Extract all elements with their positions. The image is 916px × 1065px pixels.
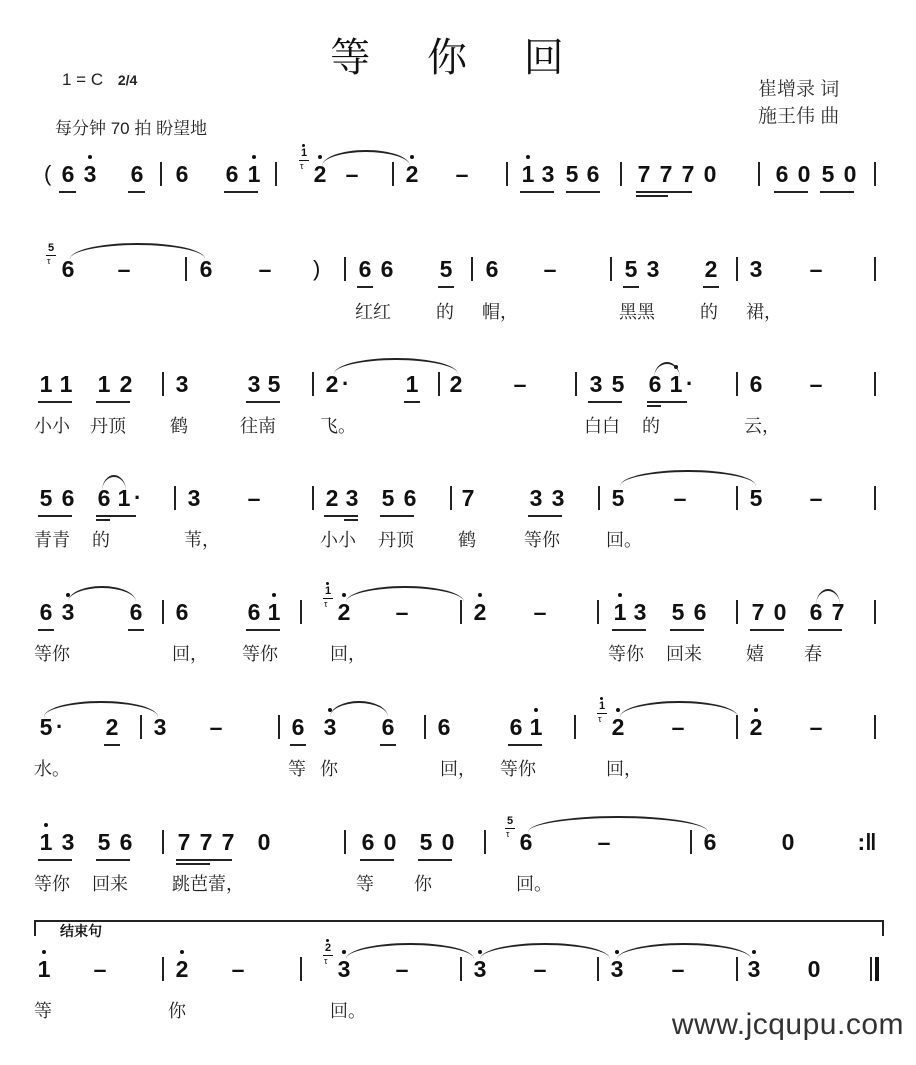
augmentation-dot: · [56, 714, 64, 739]
barline [598, 486, 600, 510]
note: 0 [797, 161, 811, 187]
barline [736, 715, 738, 739]
grace-note: 1 τ [322, 586, 334, 597]
barline [162, 957, 164, 981]
song-title: 等 你 回 [330, 35, 586, 81]
dash: – [809, 485, 823, 511]
lyric: 等 [288, 759, 306, 780]
barline [438, 372, 440, 396]
ending-bracket [34, 920, 884, 936]
lyricist: 崔增录 词 [758, 79, 840, 100]
note: 5 [671, 599, 685, 625]
underline [59, 191, 76, 193]
note: 3 [61, 829, 75, 855]
score-line-4 [0, 484, 916, 594]
lyric: 回来 [666, 644, 702, 665]
note: 7 [751, 599, 765, 625]
barline [736, 257, 738, 281]
underline [104, 744, 120, 746]
lyric: 的 [700, 302, 718, 323]
note: 3 [320, 713, 340, 741]
grace-note: 5 τ [47, 242, 55, 266]
lyric: 白白 [584, 416, 620, 437]
lyric: 往南 [240, 416, 276, 437]
barline [300, 600, 302, 624]
note: 2 [402, 160, 422, 188]
note: 6 [775, 161, 789, 187]
note: 1 [34, 955, 54, 983]
note: 1 [36, 828, 56, 856]
underline [38, 401, 72, 403]
dash: – [671, 714, 685, 740]
barline [736, 372, 738, 396]
note: 1 [244, 160, 264, 188]
note: 5 [565, 161, 579, 187]
underline [820, 191, 854, 193]
note: 6 [130, 161, 144, 187]
dash: – [809, 371, 823, 397]
underline [38, 629, 54, 631]
note: 3 [334, 955, 354, 983]
underline [418, 859, 452, 861]
note: 7 [637, 161, 651, 187]
note: 6 [361, 829, 375, 855]
note: 6 [291, 714, 305, 740]
note: 0 [257, 829, 271, 855]
lyric: 回。 [516, 874, 552, 895]
barline [392, 162, 394, 186]
lyric: 丹顶 [378, 530, 414, 551]
barline [874, 715, 876, 739]
lyric: 等你 [524, 530, 560, 551]
note: 6 [648, 371, 662, 397]
note: 3 [80, 160, 100, 188]
lyric: 回， [440, 759, 476, 780]
barline [610, 257, 612, 281]
note: 6 [403, 485, 417, 511]
lyric: 丹顶 [90, 416, 126, 437]
underline [404, 401, 420, 403]
dash: – [395, 956, 409, 982]
barline [312, 486, 314, 510]
lyric: 等 [356, 874, 374, 895]
note: 0 [843, 161, 857, 187]
underline [290, 744, 306, 746]
underline [324, 515, 358, 517]
lyric: 等你 [500, 759, 536, 780]
note: 3 [646, 256, 660, 282]
lyric: 水。 [34, 759, 70, 780]
note: 1 [666, 370, 686, 398]
note: 0 [807, 956, 821, 982]
note: 5 [381, 485, 395, 511]
underline [224, 191, 258, 193]
barline [424, 715, 426, 739]
barline [506, 162, 508, 186]
underline [360, 859, 394, 861]
underline [380, 744, 396, 746]
key-label: 1 = C [62, 70, 104, 89]
note: 6 [509, 714, 523, 740]
note: 1 [610, 598, 630, 626]
note: 3 [541, 161, 555, 187]
barline [874, 257, 876, 281]
underline-double [176, 863, 210, 865]
note: 2 [310, 160, 330, 188]
final-barline-thin [870, 957, 872, 981]
note: 3 [589, 371, 603, 397]
underline [438, 286, 454, 288]
dash: – [513, 371, 527, 397]
lyric: 帽， [482, 302, 518, 323]
note: 1 [405, 371, 419, 397]
note: 3 [749, 256, 763, 282]
note: 3 [470, 955, 490, 983]
barline [162, 830, 164, 854]
lyric: 嬉 [746, 644, 764, 665]
dash: – [258, 256, 272, 282]
note: 6 [247, 599, 261, 625]
barline [312, 372, 314, 396]
note: 3 [633, 599, 647, 625]
note: 6 [61, 256, 75, 282]
underline [528, 515, 562, 517]
dash: – [809, 714, 823, 740]
note: 2 [119, 371, 133, 397]
barline [736, 957, 738, 981]
underline-double [647, 405, 661, 407]
underline [357, 286, 373, 288]
grace-note: 1 τ [298, 148, 310, 159]
note: 6 [703, 829, 717, 855]
dash: – [673, 485, 687, 511]
note: 3 [58, 598, 78, 626]
barline [174, 486, 176, 510]
lyric: 小小 [320, 530, 356, 551]
underline [508, 744, 542, 746]
composer: 施王伟 曲 [758, 106, 840, 127]
note: 6 [97, 485, 111, 511]
note: 6 [358, 256, 372, 282]
note: 2 [608, 713, 628, 741]
note: 6 [225, 161, 239, 187]
barline [450, 486, 452, 510]
underline [38, 515, 72, 517]
underline [246, 401, 280, 403]
lyric: 的 [92, 530, 110, 551]
underline [703, 286, 719, 288]
underline-double [344, 519, 358, 521]
note: 1 [117, 485, 131, 511]
note: 2 [325, 371, 339, 397]
note: 5 [97, 829, 111, 855]
note: 1 [39, 371, 53, 397]
dash: – [395, 599, 409, 625]
lyric: 回， [606, 759, 642, 780]
grace-note: 2 τ [322, 943, 334, 954]
underline [566, 191, 600, 193]
close-paren: ) [313, 256, 321, 281]
note: 6 [381, 714, 395, 740]
note: 5 [39, 714, 53, 740]
credits [758, 76, 839, 130]
note: 6 [693, 599, 707, 625]
note: 1 [97, 371, 111, 397]
underline [612, 629, 646, 631]
note: 6 [119, 829, 133, 855]
note: 2 [470, 598, 490, 626]
barline [275, 162, 277, 186]
lyric: 春 [804, 644, 822, 665]
underline [670, 629, 704, 631]
augmentation-dot: · [686, 371, 694, 396]
note: 6 [175, 161, 189, 187]
underline [520, 191, 554, 193]
lyric: 等你 [608, 644, 644, 665]
note: 6 [380, 256, 394, 282]
barline [460, 957, 462, 981]
dash: – [543, 256, 557, 282]
lyric: 黑黑 [619, 302, 655, 323]
note: 6 [61, 485, 75, 511]
note: 6 [129, 599, 143, 625]
note: 3 [529, 485, 543, 511]
note: 6 [586, 161, 600, 187]
dash: – [809, 256, 823, 282]
underline [176, 859, 232, 861]
dash: – [247, 485, 261, 511]
note: 2 [172, 955, 192, 983]
lyric: 回， [172, 644, 208, 665]
note: 2 [449, 371, 463, 397]
dash: – [455, 161, 469, 187]
lyric: 云， [744, 416, 780, 437]
dash: – [533, 956, 547, 982]
time-signature: 2/4 [117, 72, 138, 88]
lyric: 的 [436, 302, 454, 323]
underline [128, 191, 145, 193]
underline [38, 859, 72, 861]
augmentation-dot: · [342, 371, 350, 396]
underline [750, 629, 784, 631]
barline [620, 162, 622, 186]
barline [160, 162, 162, 186]
dash: – [93, 956, 107, 982]
note: 5 [267, 371, 281, 397]
lyric: 回来 [92, 874, 128, 895]
lyric: 红红 [355, 302, 391, 323]
note: 0 [781, 829, 795, 855]
note: 3 [744, 955, 764, 983]
underline [623, 286, 639, 288]
note: 5 [821, 161, 835, 187]
note: 3 [153, 714, 167, 740]
note: 1 [59, 371, 73, 397]
dash: – [533, 599, 547, 625]
repeat-end-barline: :‖ [857, 829, 877, 855]
grace-note: 1 τ [596, 701, 608, 712]
lyric: 小小 [34, 416, 70, 437]
note: 6 [61, 161, 75, 187]
barline [460, 600, 462, 624]
lyric: 等你 [242, 644, 278, 665]
lyric: 鹤 [458, 530, 476, 551]
barline [162, 372, 164, 396]
lyric: 你 [168, 1001, 186, 1022]
lyric: 等 [34, 1001, 52, 1022]
dash: – [345, 161, 359, 187]
score-line-3 [0, 370, 916, 480]
note: 7 [221, 829, 235, 855]
score-line-5 [0, 585, 916, 708]
note: 5 [611, 371, 625, 397]
tempo-expression: 每分钟 70 拍 盼望地 [55, 119, 208, 138]
grace-note: 5 τ [506, 815, 514, 839]
note: 3 [345, 485, 359, 511]
underline [588, 401, 622, 403]
barline [690, 830, 692, 854]
note: 1 [264, 598, 284, 626]
watermark: www.jcqupu.com [671, 1008, 904, 1041]
note: 2 [334, 598, 354, 626]
barline [484, 830, 486, 854]
underline [128, 629, 144, 631]
note: 6 [437, 714, 451, 740]
barline [140, 715, 142, 739]
ending-label: 结束句 [60, 923, 102, 939]
underline [380, 515, 414, 517]
dash: – [671, 956, 685, 982]
note: 0 [773, 599, 787, 625]
key-signature [62, 70, 137, 90]
underline [636, 191, 692, 193]
lyric: 回。 [606, 530, 642, 551]
underline [647, 401, 687, 403]
note: 6 [39, 599, 53, 625]
lyric: 你 [320, 759, 338, 780]
barline [597, 957, 599, 981]
note: 5 [419, 829, 433, 855]
note: 6 [519, 829, 533, 855]
underline-double [636, 195, 668, 197]
barline [344, 830, 346, 854]
lyric: 青青 [34, 530, 70, 551]
augmentation-dot: · [134, 485, 142, 510]
lyric: 你 [414, 874, 432, 895]
note: 2 [105, 714, 119, 740]
lyric: 苇， [184, 530, 220, 551]
note: 3 [187, 485, 201, 511]
note: 5 [439, 256, 453, 282]
barline [736, 600, 738, 624]
dash: – [117, 256, 131, 282]
barline [597, 600, 599, 624]
barline [574, 715, 576, 739]
note: 6 [175, 599, 189, 625]
barline [736, 486, 738, 510]
note: 0 [383, 829, 397, 855]
lyric: 等你 [34, 874, 70, 895]
note: 3 [175, 371, 189, 397]
dash: – [231, 956, 245, 982]
note: 6 [199, 256, 213, 282]
score-line-2 [0, 242, 916, 365]
underline [808, 629, 842, 631]
barline [162, 600, 164, 624]
barline [278, 715, 280, 739]
lyric: 鹤 [170, 416, 188, 437]
dash: – [597, 829, 611, 855]
note: 2 [325, 485, 339, 511]
note: 5 [749, 485, 763, 511]
barline [874, 162, 876, 186]
note: 1 [526, 713, 546, 741]
note: 3 [607, 955, 627, 983]
barline [471, 257, 473, 281]
barline [185, 257, 187, 281]
barline [344, 257, 346, 281]
note: 1 [518, 160, 538, 188]
score-line-6 [0, 700, 916, 823]
note: 2 [746, 713, 766, 741]
note: 6 [809, 599, 823, 625]
note: 7 [681, 161, 695, 187]
note: 3 [551, 485, 565, 511]
lyric: 飞。 [320, 416, 356, 437]
note: 5 [611, 485, 625, 511]
underline [246, 629, 280, 631]
lyric: 的 [642, 416, 660, 437]
lyric: 回， [330, 644, 366, 665]
barline [300, 957, 302, 981]
final-barline-thick [875, 957, 879, 981]
underline [96, 859, 130, 861]
barline [874, 600, 876, 624]
note: 6 [749, 371, 763, 397]
underline [96, 515, 136, 517]
note: 5 [39, 485, 53, 511]
note: 7 [199, 829, 213, 855]
note: 7 [461, 485, 475, 511]
note: 5 [624, 256, 638, 282]
note: 2 [704, 256, 718, 282]
lyric: 等你 [34, 644, 70, 665]
dash: – [209, 714, 223, 740]
slur [322, 150, 410, 166]
note: 7 [831, 599, 845, 625]
barline [575, 372, 577, 396]
barline [758, 162, 760, 186]
note: 7 [177, 829, 191, 855]
barline [874, 486, 876, 510]
underline [774, 191, 808, 193]
underline [96, 401, 130, 403]
note: 0 [703, 161, 717, 187]
lyric: 回。 [330, 1001, 366, 1022]
note: 7 [659, 161, 673, 187]
open-paren: ( [44, 161, 52, 186]
note: 0 [441, 829, 455, 855]
barline [874, 372, 876, 396]
underline-double [96, 519, 110, 521]
lyric: 跳芭蕾， [172, 874, 244, 895]
note: 6 [485, 256, 499, 282]
note: 3 [247, 371, 261, 397]
lyric: 裙， [746, 302, 782, 323]
